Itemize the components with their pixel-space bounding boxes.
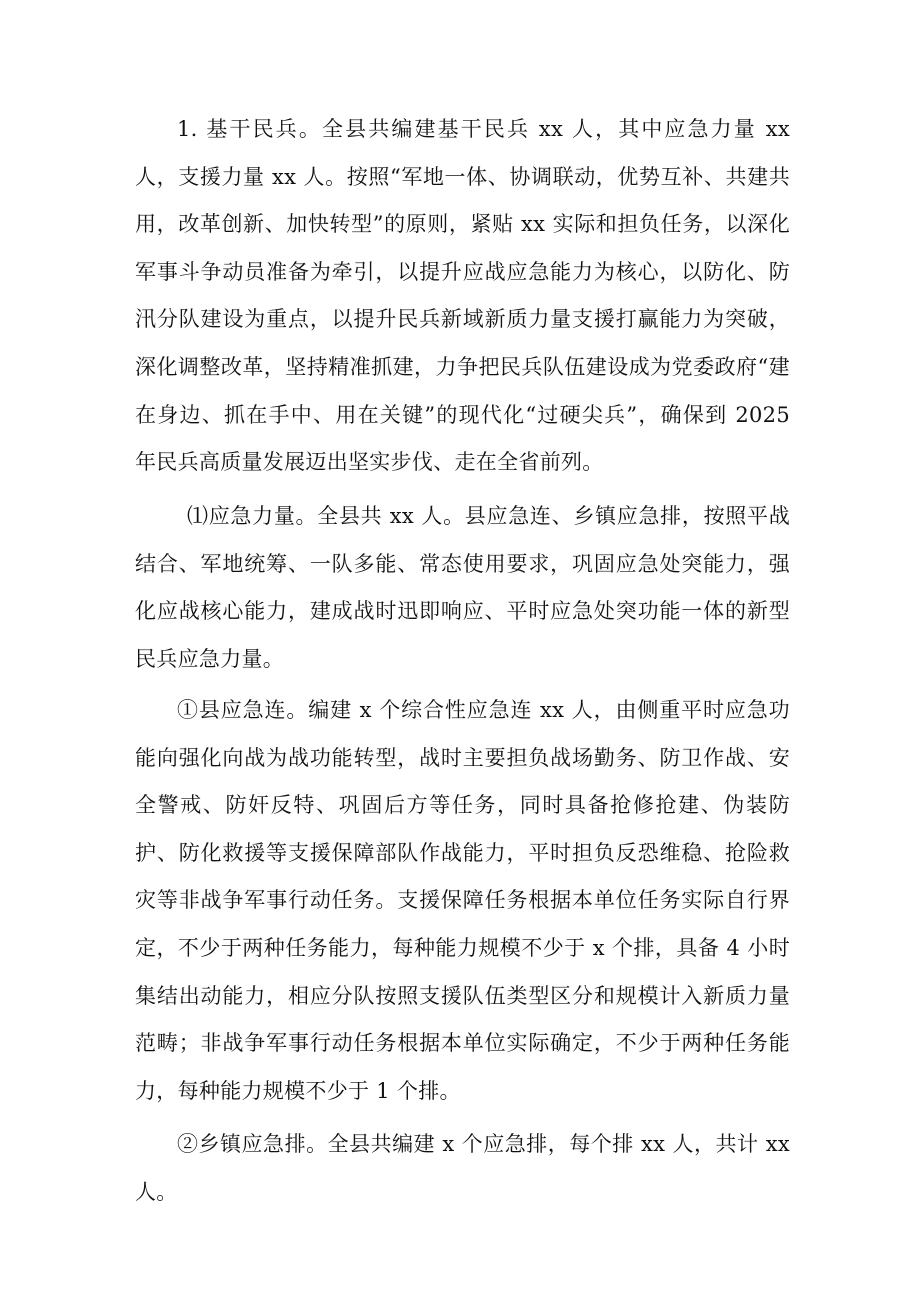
paragraph-backbone-militia: 1. 基干民兵。全县共编建基干民兵 xx 人，其中应急力量 xx 人，支援力量 xx 人。按照“军地一体、协调联动，优势互补、共建共用，改革创新、加快转型”的原则，紧贴 xx 实际和担负任务，以深化军事斗争动员准备为牵引，以提升应战应急能力为核心，以防化、防汛分队建设为重点，以提升民兵新域新质力量支援打赢能力为突破，深化调整改革，坚持精准抓建，力争把民兵队伍建设成为党委政府“建在身边、抓在手中、用在关键”的现代化“过硬尖兵”，确保到 2025 年民兵高质量发展迈出坚实步伐、走在全省前列。	[135, 117, 790, 475]
paragraph-county-emergency-company: ①县应急连。编建 x 个综合性应急连 xx 人，由侧重平时应急功能向强化向战为战功能转型，战时主要担负战场勤务、防卫作战、安全警戒、防奸反特、巩固后方等任务，同时具备抢修抢建、伪装防护、防化救援等支援保障部队作战能力，平时担负反恐维稳、抢险救灾等非战争军事行动任务。支援保障任务根据本单位任务实际自行界定，不少于两种任务能力，每种能力规模不少于 x 个排，具备 4 小时集结出动能力，相应分队按照支援队伍类型区分和规模计入新质力量范畴；非战争军事行动任务根据本单位实际确定，不少于两种任务能力，每种能力规模不少于 1 个排。	[135, 698, 790, 1103]
paragraph-emergency-force: ⑴应急力量。全县共 xx 人。县应急连、乡镇应急排，按照平战结合、军地统筹、一队多能、常态使用要求，巩固应急处突能力，强化应战核心能力，建成战时迅即响应、平时应急处突功能一体的新型民兵应急力量。	[135, 504, 790, 671]
paragraph-township-emergency-platoon: ②乡镇应急排。全县共编建 x 个应急排，每个排 xx 人，共计 xx 人。	[135, 1132, 790, 1204]
